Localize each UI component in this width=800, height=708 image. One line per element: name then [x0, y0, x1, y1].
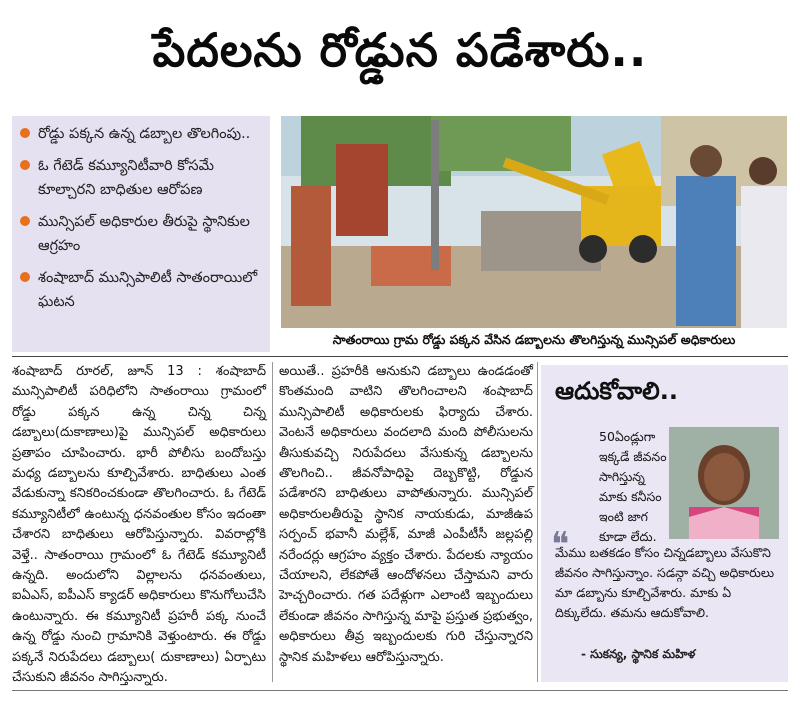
- woman-portrait: [669, 427, 779, 539]
- highlight-text: రోడ్డు పక్కన ఉన్న డబ్బాల తొలగింపు..: [38, 126, 251, 142]
- highlights-box: [12, 116, 270, 352]
- bottom-divider: [12, 690, 788, 691]
- highlight-item: [20, 266, 262, 314]
- headline: పేదలను రోడ్డున పడేశారు..: [152, 23, 648, 77]
- bullet-dot-icon: [20, 128, 30, 138]
- quote-box: [541, 365, 788, 682]
- highlight-text: మున్సిపల్ అధికారుల తీరుపై స్థానికుల ఆగ్రహం: [38, 214, 250, 254]
- highlight-text: శంషాబాద్ మున్సిపాలిటీ సాతంరాయిలో ఘటన: [38, 270, 258, 310]
- bullet-dot-icon: [20, 216, 30, 226]
- column-divider: [272, 362, 273, 682]
- quote-signature: - సుకన్య, స్థానిక మహిళ: [581, 647, 696, 661]
- quote-intro: 50ఏండ్లుగా ఇక్కడే జీవనం సాగిస్తున్న మాకు కనీసం ఇంటి జాగ కూడా లేదు.: [599, 429, 667, 544]
- column-divider: [537, 362, 538, 682]
- demolition-photo: [281, 116, 787, 328]
- highlight-item: [20, 122, 262, 146]
- divider: [12, 356, 788, 357]
- highlight-item: [20, 210, 262, 258]
- article-column-1: శంషాబాద్ రూరల్, జూన్ 13 : శంషాబాద్ మున్సిపాలిటీ పరిధిలోని సాతంరాయి గ్రామంలో రోడ్డు పక్కన ఉన్న చిన్న చిన్న డబ్బాలు(దుకాణాలు)పై మున్సిపల్ అధికారులు ప్రతాపం చూపించారు. భారీ పోలీసు బందోబస్తు మధ్య డబ్బాలను కూల్చివేశారు. బాధితులు ఎంత వేడుకున్నా కనికరించకుండా తొలగించారు. ఓ గేటెడ్ కమ్యూనిటీలో ఉంటున్న ధనవంతుల కోసం ఇదంతా చేశారని బాధితులు ఆరోపిస్తున్నారు. వివరాల్లోకి వెళ్తే.. సాతంరాయి గ్రామంలో ఓ గేటెడ్ కమ్యూనిటీ ఉన్నది. అందులోని విల్లాలను ధనవంతులు, ఐఏఎస్, ఐపీఎస్ క్యాడర్ అధికారులు కొనుగోలుచేసి ఉంటున్నారు. ఈ కమ్యూనిటీ ప్రహరీ పక్క నుంచే ఉన్న రోడ్డు నుంచి గ్రామానికి వెళ్తుంటారు. ఈ రోడ్డు పక్కనే నిరుపేదలు డబ్బాలు( దుకాణాలు) ఏర్పాటు చేసుకుని జీవనం సాగిస్తున్నారు.: [12, 364, 266, 686]
- quote-body: మేము బతకడం కోసం చిన్నడబ్బాలు వేసుకొని జీవనం సాగిస్తున్నాం. సడన్గా వచ్చి అధికారులు మా డబ్బాను కూల్చివేశారు. మాకు ఏ దిక్కులేదు. తమను ఆదుకోవాలి.: [555, 545, 775, 620]
- bullet-dot-icon: [20, 272, 30, 282]
- article-column-2: అయితే.. ప్రహరీకి ఆనుకుని డబ్బాలు ఉండడంతో కొంతమంది వాటిని తొలగించాలని శంషాబాద్ మున్సిపాలిటీ అధికారులకు ఫిర్యాదు చేశారు. వెంటనే అధికారులు వందలాది మంది పోలీసులను తీసుకువచ్చి నిరుపేదలు వేసుకున్న డబ్బాలను తొలగించి.. జీవనోపాధిపై దెబ్బకొట్టి, రోడ్డున పడేశారని బాధితులు వాపోతున్నారు. మున్సిపల్ అధికారులతీరుపై స్థానిక నాయకుడు, మాజీఉప సర్పంచ్ భవానీ మల్లేశ్, మాజీ ఎంపీటీసీ జల్లపల్లి నరేందర్లు ఆగ్రహం వ్యక్తం చేశారు. పేదలకు న్యాయం చేయాలని, లేకపోతే ఆందోళనలు చేస్తామని వారు హెచ్చరించారు. గత పదేళ్లుగా ఎలాంటి ఇబ్బందులు లేకుండా జీవనం సాగిస్తున్న మాపై ప్రస్తుత ప్రభుత్వం, అధికారులు తీవ్ర ఇబ్బందులకు గురి చేస్తున్నారని స్థానిక మహిళలు ఆరోపిస్తున్నారు.: [279, 364, 533, 665]
- quote-title: ఆదుకోవాలి..: [555, 377, 678, 405]
- demolition-scene-illustration: [281, 116, 787, 328]
- quote-mark-icon: ❝: [551, 525, 570, 565]
- portrait-illustration: [669, 427, 779, 539]
- bullet-dot-icon: [20, 160, 30, 170]
- highlight-item: [20, 154, 262, 202]
- photo-caption: సాతంరాయి గ్రామ రోడ్డు పక్కన వేసిన డబ్బాలను తొలగిస్తున్న మున్సిపల్ అధికారులు: [332, 332, 736, 347]
- highlight-text: ఓ గేటెడ్ కమ్యూనిటీవారి కోసమే కూల్చారని బాధితుల ఆరోపణ: [38, 158, 214, 198]
